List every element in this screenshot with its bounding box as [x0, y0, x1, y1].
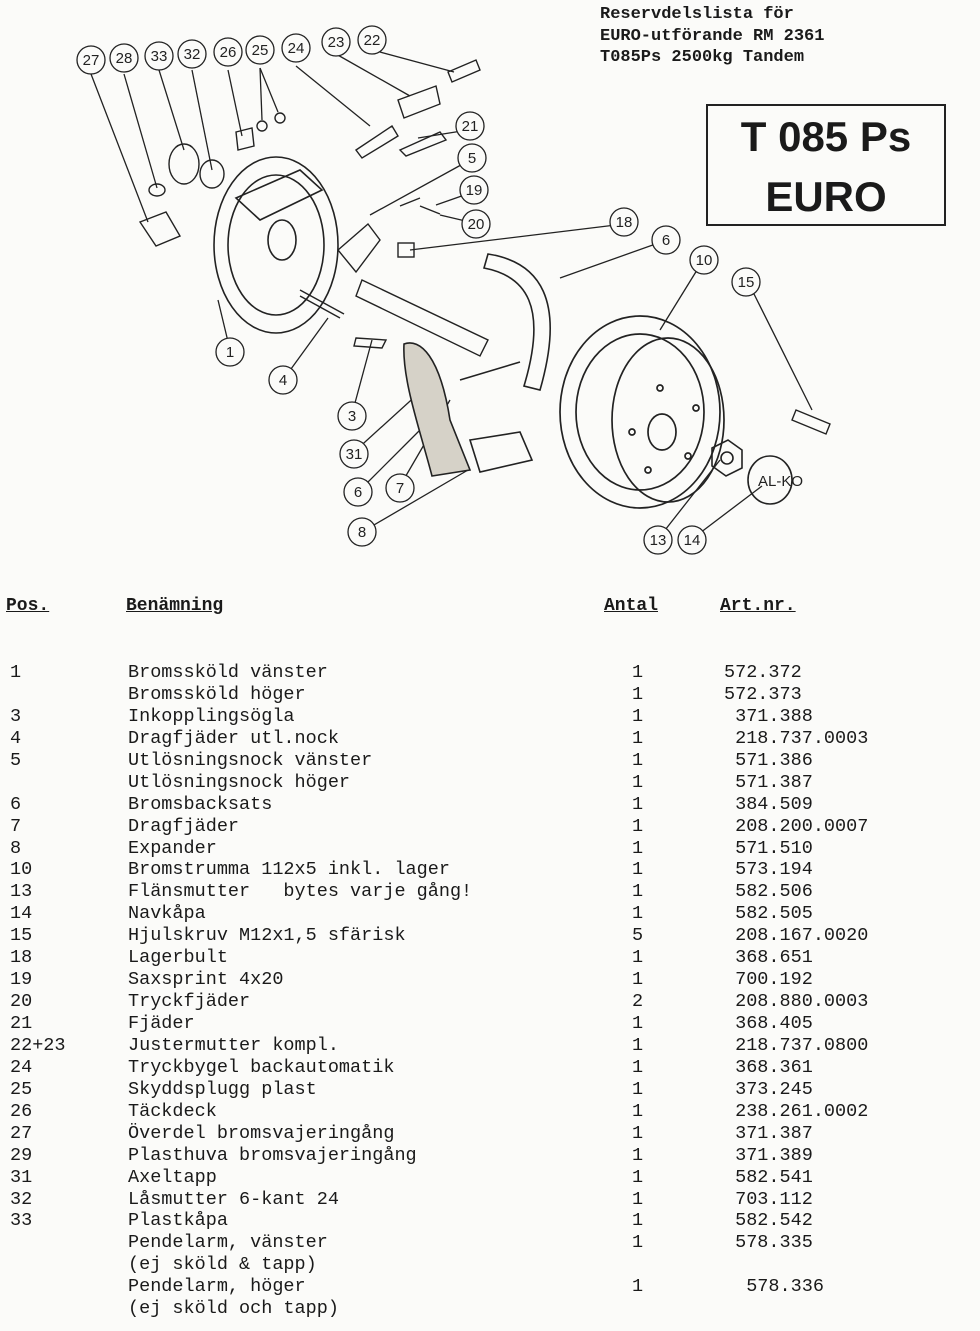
part-position: 25 [10, 1078, 33, 1100]
part-position: 19 [10, 969, 33, 991]
part-name: (ej sköld och tapp) [128, 1298, 339, 1320]
part-position: 33 [10, 1210, 33, 1232]
part-name: Tryckfjäder [128, 991, 251, 1013]
part-quantity: 1 [632, 1232, 644, 1254]
title-line: Reservdelslista för [600, 5, 794, 24]
hub-cap-and-nut [712, 440, 803, 504]
part-position: 26 [10, 1100, 33, 1122]
part-article-number: 703.112 [724, 1188, 813, 1210]
part-name: Fjäder [128, 1013, 195, 1034]
part-quantity: 1 [632, 969, 644, 991]
table-row [0, 1079, 980, 1101]
part-position: 1 [10, 662, 22, 683]
table-row [0, 1013, 980, 1035]
part-quantity: 1 [632, 727, 644, 749]
callout-label: 3 [347, 408, 357, 425]
part-quantity: 1 [632, 859, 644, 881]
part-name: Pendelarm, vänster [128, 1232, 328, 1254]
table-row [0, 1035, 980, 1057]
part-quantity: 1 [632, 1100, 644, 1122]
callout-label: 31 [345, 446, 363, 463]
part-quantity: 1 [632, 1078, 644, 1100]
part-name: Dragfjäder [128, 815, 240, 837]
part-article-number: 573.194 [724, 859, 813, 881]
table-row [0, 1057, 980, 1079]
callout-label: 6 [661, 232, 671, 249]
table-row [0, 881, 980, 903]
part-position: 29 [10, 1144, 33, 1166]
part-position: 32 [10, 1188, 33, 1210]
part-article-number: 238.261.0002 [724, 1100, 869, 1122]
title-line: EURO-utförande RM 2361 [600, 26, 825, 46]
callout-label: 27 [82, 52, 100, 69]
part-quantity: 1 [632, 1210, 644, 1232]
part-article-number: 371.387 [724, 1122, 813, 1144]
part-article-number: 384.509 [724, 793, 813, 815]
table-row [0, 728, 980, 750]
table-row [0, 1189, 980, 1211]
part-name: Hjulskruv M12x1,5 sfärisk [128, 925, 406, 947]
part-article-number: 371.388 [724, 705, 813, 727]
part-article-number: 578.335 [724, 1232, 813, 1254]
part-name: Täckdeck [128, 1100, 217, 1122]
column-header-pos: Pos. [6, 596, 50, 616]
callout-label: 26 [219, 44, 237, 61]
callout-label: 8 [357, 524, 367, 541]
part-name: Plastkåpa [128, 1210, 228, 1232]
part-position: 6 [10, 793, 22, 815]
part-position: 22+23 [10, 1034, 66, 1056]
part-name: Låsmutter 6-kant 24 [128, 1188, 339, 1210]
table-row [0, 1210, 980, 1232]
callout-label: 32 [183, 46, 201, 63]
model-name: T 085 Ps [740, 113, 912, 160]
part-position: 4 [10, 727, 22, 749]
table-row [0, 1167, 980, 1189]
part-article-number: 208.200.0007 [724, 815, 869, 837]
part-position: 20 [10, 991, 33, 1013]
table-row [0, 772, 980, 794]
part-name: Bromssköld vänster [128, 662, 328, 683]
part-name: Skyddsplugg plast [128, 1078, 317, 1100]
callout-label: 25 [251, 42, 269, 59]
part-position: 5 [10, 749, 22, 771]
part-position: 21 [10, 1013, 33, 1034]
part-article-number: 571.510 [724, 837, 813, 859]
part-name: Utlösningsnock vänster [128, 749, 373, 771]
table-row [0, 1254, 980, 1276]
callout-labels [83, 32, 755, 549]
part-name: Navkåpa [128, 903, 206, 925]
part-article-number: 373.245 [724, 1078, 813, 1100]
table-row [0, 794, 980, 816]
table-row [0, 1276, 980, 1298]
callout-label: 6 [353, 484, 363, 501]
model-variant: EURO [765, 173, 887, 220]
part-name: Bromstrumma 112x5 inkl. lager [128, 859, 450, 881]
part-name: Lagerbult [128, 947, 228, 969]
part-name: Saxsprint 4x20 [128, 969, 284, 991]
part-quantity: 1 [632, 1122, 644, 1144]
column-header-art: Art.nr. [720, 596, 796, 616]
part-position: 10 [10, 859, 33, 881]
part-name: Plasthuva bromsvajeringång [128, 1144, 417, 1166]
part-name: Överdel bromsvajeringång [128, 1122, 395, 1144]
part-quantity: 1 [632, 1013, 644, 1034]
part-position: 18 [10, 947, 33, 969]
part-article-number: 208.167.0020 [724, 925, 869, 947]
part-position: 14 [10, 903, 33, 925]
callout-label: 20 [467, 216, 485, 233]
part-article-number: 572.373 [724, 683, 802, 705]
callout-label: 28 [115, 50, 133, 67]
part-quantity: 1 [632, 1056, 644, 1078]
part-quantity: 1 [632, 1188, 644, 1210]
part-position: 27 [10, 1122, 33, 1144]
table-row [0, 925, 980, 947]
brake-drum [560, 316, 724, 508]
part-quantity: 1 [632, 705, 644, 727]
part-quantity: 1 [632, 1034, 644, 1056]
table-row [0, 859, 980, 881]
part-article-number: 218.737.0003 [724, 727, 869, 749]
part-quantity: 1 [632, 1276, 644, 1298]
part-quantity: 1 [632, 881, 644, 903]
part-name: Axeltapp [128, 1166, 217, 1188]
column-header-name: Benämning [126, 596, 224, 616]
part-name: Expander [128, 837, 217, 859]
part-name: Utlösningsnock höger [128, 771, 351, 793]
callout-label: 33 [150, 48, 168, 65]
callout-label: 13 [649, 532, 667, 549]
part-article-number: 572.372 [724, 662, 802, 683]
part-quantity: 1 [632, 771, 644, 793]
part-article-number: 368.361 [724, 1056, 813, 1078]
column-header-qty: Antal [604, 596, 659, 616]
part-article-number: 700.192 [724, 969, 813, 991]
table-row [0, 1101, 980, 1123]
part-quantity: 1 [632, 793, 644, 815]
part-article-number: 368.405 [724, 1013, 813, 1034]
table-row [0, 1145, 980, 1167]
part-article-number: 368.651 [724, 947, 813, 969]
part-article-number: 582.506 [724, 881, 813, 903]
parts-list [0, 662, 980, 1320]
table-row [0, 947, 980, 969]
callout-label: 15 [737, 274, 755, 291]
table-row [0, 838, 980, 860]
hub-cap-text: AL-KO [758, 473, 804, 490]
part-quantity: 1 [632, 815, 644, 837]
part-article-number: 371.389 [724, 1144, 813, 1166]
part-article-number: 582.542 [724, 1210, 813, 1232]
callout-label: 21 [461, 118, 479, 135]
part-name: Inkopplingsögla [128, 705, 295, 727]
part-name: Flänsmutter bytes varje gång! [128, 881, 473, 903]
part-position: 31 [10, 1166, 33, 1188]
part-article-number: 208.880.0003 [724, 991, 869, 1013]
callouts [77, 26, 760, 554]
part-name: Tryckbygel backautomatik [128, 1056, 395, 1078]
part-quantity: 1 [632, 683, 644, 705]
part-name: Dragfjäder utl.nock [128, 727, 339, 749]
part-position: 13 [10, 881, 33, 903]
table-row [0, 1232, 980, 1254]
part-quantity: 5 [632, 925, 644, 947]
table-row [0, 684, 980, 706]
callout-label: 10 [695, 252, 713, 269]
table-row [0, 1298, 980, 1320]
title-line: T085Ps 2500kg Tandem [600, 48, 805, 67]
callout-label: 22 [363, 32, 381, 49]
callout-label: 23 [327, 34, 345, 51]
callout-label: 5 [467, 150, 477, 167]
callout-label: 14 [683, 532, 701, 549]
part-name: (ej sköld & tapp) [128, 1254, 317, 1276]
brake-shoes [404, 254, 550, 476]
callout-label: 4 [278, 372, 288, 389]
part-article-number: 571.386 [724, 749, 813, 771]
part-quantity: 1 [632, 903, 644, 925]
part-quantity: 1 [632, 1166, 644, 1188]
callout-label: 24 [287, 40, 305, 57]
part-position: 3 [10, 705, 22, 727]
table-row [0, 662, 980, 684]
table-row [0, 991, 980, 1013]
part-position: 15 [10, 925, 33, 947]
small-parts [140, 60, 488, 356]
table-row [0, 706, 980, 728]
part-position: 24 [10, 1056, 33, 1078]
table-row [0, 903, 980, 925]
table-row [0, 750, 980, 772]
part-position: 8 [10, 837, 22, 859]
part-quantity: 2 [632, 991, 644, 1013]
part-quantity: 1 [632, 749, 644, 771]
part-article-number: 582.541 [724, 1166, 813, 1188]
part-position: 7 [10, 815, 22, 837]
part-name: Justermutter kompl. [128, 1034, 339, 1056]
part-quantity: 1 [632, 947, 644, 969]
part-article-number: 218.737.0800 [724, 1034, 869, 1056]
part-quantity: 1 [632, 837, 644, 859]
callout-label: 19 [465, 182, 483, 199]
callout-label: 18 [615, 214, 633, 231]
part-article-number: 578.336 [724, 1276, 824, 1298]
exploded-view-diagram [0, 0, 980, 560]
part-article-number: 571.387 [724, 771, 813, 793]
table-row [0, 816, 980, 838]
callout-label: 7 [395, 480, 405, 497]
part-name: Bromsbacksats [128, 793, 273, 815]
table-row [0, 1123, 980, 1145]
part-name: Pendelarm, höger [128, 1276, 306, 1298]
part-quantity: 1 [632, 662, 644, 683]
wheel-bolt [792, 410, 830, 434]
table-row [0, 969, 980, 991]
part-article-number: 582.505 [724, 903, 813, 925]
part-name: Bromssköld höger [128, 683, 306, 705]
callout-label: 1 [225, 344, 235, 361]
part-quantity: 1 [632, 1144, 644, 1166]
